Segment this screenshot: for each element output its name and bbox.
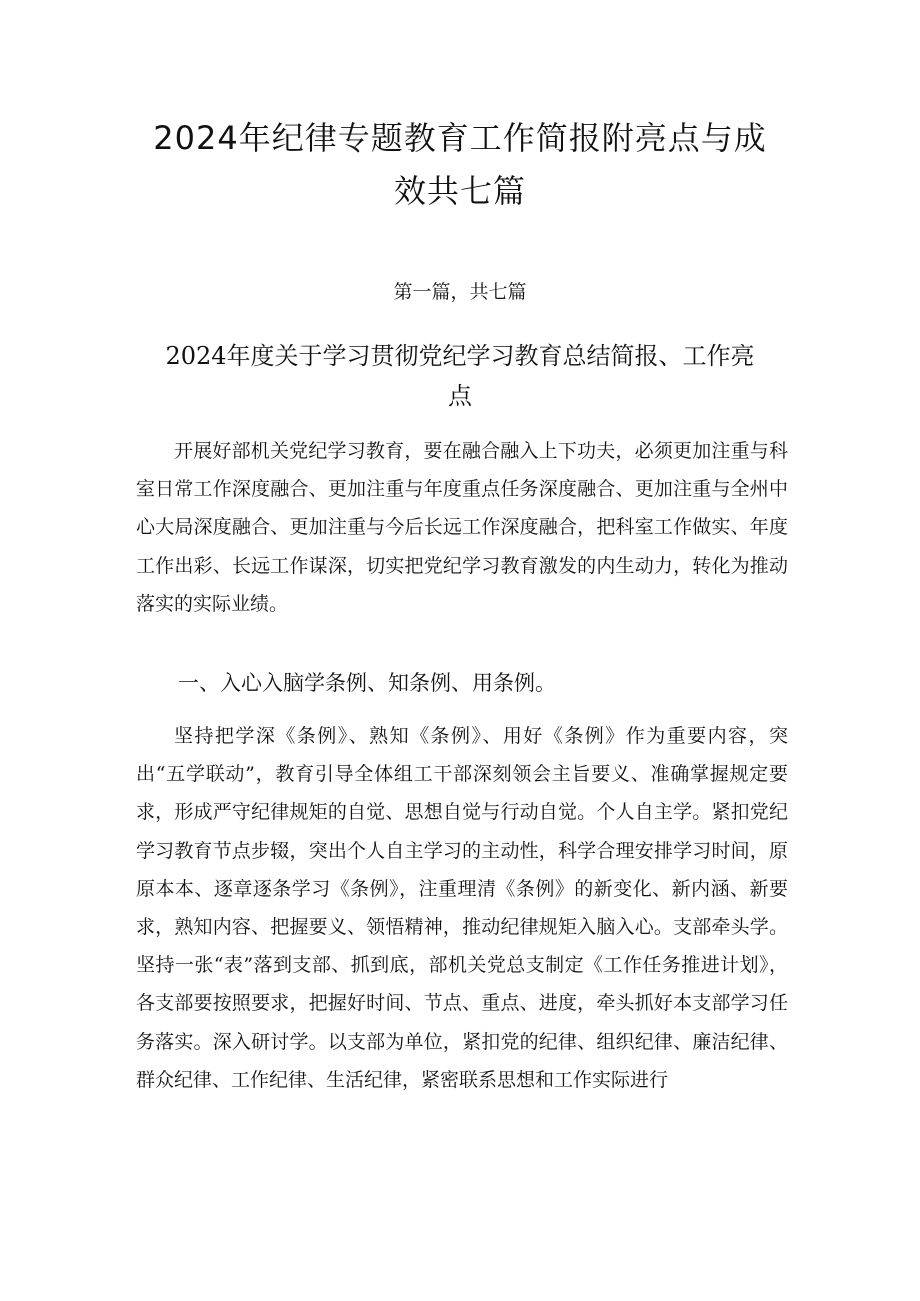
article-subtitle: 2024年度关于学习贯彻党纪学习教育总结简报、工作亮点	[165, 342, 755, 410]
part-label: 第一篇，共七篇	[393, 281, 527, 303]
section-1-paragraph: 坚持把学深《条例》、熟知《条例》、用好《条例》作为重要内容，突出“五学联动”，教育引导全体组工干部深刻领会主旨要义、准确掌握规定要求，形成严守纪律规矩的自觉、思想自觉与行动自觉。个人自主学。紧扣党纪学习教育节点步辍，突出个人自主学习的主动性，科学合理安排学习时间，原原本本、逐章逐条学习《条例》，注重理清《条例》的新变化、新内涵、新要求，熟知内容、把握要义、领悟精神，推动纪律规矩入脑入心。支部牵头学。坚持一张“表”落到支部、抓到底，部机关党总支制定《工作任务推进计划》，各支部要按照要求，把握好时间、节点、重点、进度，牵头抓好本支部学习任务落实。深入研讨学。以支部为单位，紧扣党的纪律、组织纪律、廉洁纪律、群众纪律、工作纪律、生活纪律，紧密联系思想和工作实际进行	[136, 725, 788, 1091]
document-title: 2024年纪律专题教育工作简报附亮点与成效共七篇	[153, 119, 767, 210]
section-heading-1: 一、入心入脑学条例、知条例、用条例。	[178, 671, 556, 695]
intro-paragraph: 开展好部机关党纪学习教育，要在融合融入上下功夫，必须更加注重与科室日常工作深度融合、更加注重与年度重点任务深度融合、更加注重与全州中心大局深度融合、更加注重与今后长远工作深度融合，把科室工作做实、年度工作出彩、长远工作谋深，切实把党纪学习教育激发的内生动力，转化为推动落实的实际业绩。	[136, 440, 788, 615]
